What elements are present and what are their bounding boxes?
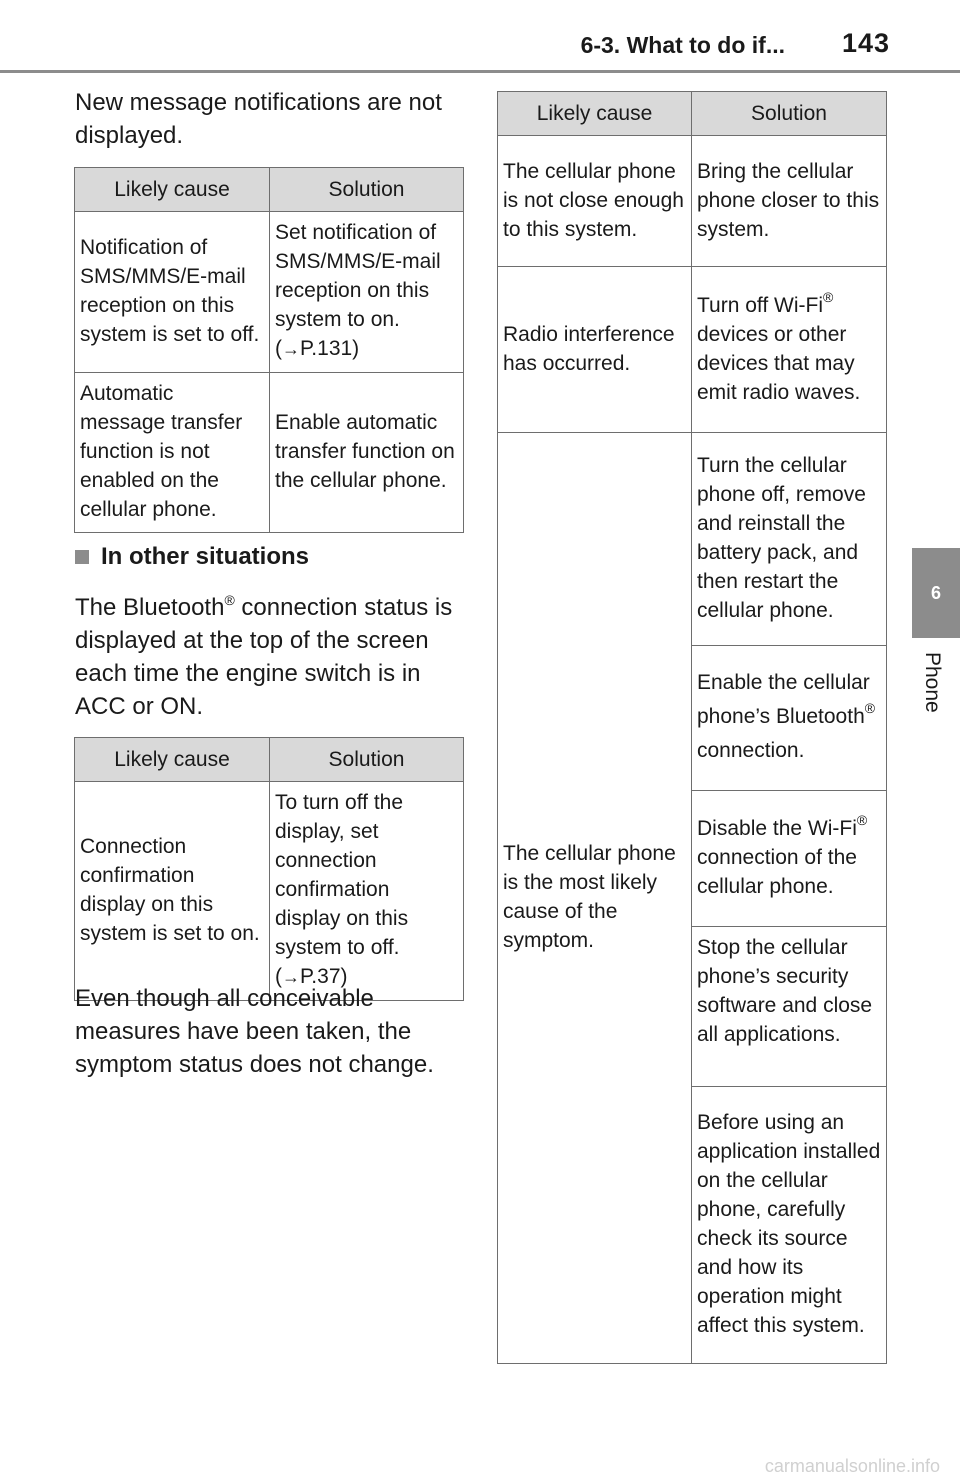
solution-text: Set notification of SMS/MMS/E-mail reception on this system to on. ( — [275, 221, 441, 360]
table-row — [75, 373, 464, 533]
registered-mark: ® — [864, 700, 876, 716]
table-header-row — [75, 168, 464, 212]
registered-mark: ® — [224, 592, 235, 608]
registered-mark: ® — [823, 288, 834, 305]
solution-cell — [692, 646, 887, 791]
solution-text: Disable the Wi-Fi — [697, 817, 857, 840]
symptom-table — [497, 91, 887, 1364]
measures-paragraph: Even though all conceivable measures have been taken, the symptom status does not change. — [75, 985, 434, 1078]
solution-cell: Stop the cellular phone’s security software and close all applications. — [692, 927, 887, 1087]
solution-text: connection. — [697, 739, 805, 762]
table-row — [75, 212, 464, 373]
chapter-label: Phone — [921, 652, 944, 713]
cause-cell: Radio interference has occurred. — [498, 267, 692, 433]
page-number: 143 — [842, 28, 891, 58]
table-row — [498, 267, 887, 433]
page-ref-link[interactable]: P.37) — [300, 965, 348, 988]
solution-text: Turn off Wi-Fi — [697, 293, 824, 317]
solution-text: devices or other devices that may emit radio waves. — [697, 322, 861, 404]
notification-table — [74, 167, 464, 533]
subsection-heading — [75, 543, 309, 571]
column-header: Likely cause — [75, 738, 270, 782]
paragraph-text: The Bluetooth — [75, 594, 225, 621]
solution-cell — [270, 212, 464, 373]
arrow-right-icon: → — [282, 339, 300, 359]
arrow-right-icon: → — [282, 967, 300, 987]
connection-table — [74, 737, 464, 1001]
solution-cell — [692, 267, 887, 433]
header-divider — [0, 70, 960, 73]
cause-cell: Notification of SMS/MMS/E-mail reception on this system is set to off. — [75, 212, 270, 373]
registered-mark: ® — [856, 812, 868, 828]
section-title: 6-3. What to do if... — [580, 32, 785, 58]
cause-cell: Connection confirmation display on this system is set to on. — [75, 782, 270, 1001]
table-header-row — [75, 738, 464, 782]
cause-cell: The cellular phone is not close enough to this system. — [498, 136, 692, 267]
table-row — [75, 782, 464, 1001]
bullet-square-icon — [75, 550, 89, 564]
chapter-number: 6 — [930, 583, 941, 603]
cause-cell: Automatic message transfer function is not enabled on the cellular phone. — [75, 373, 270, 533]
solution-cell — [270, 782, 464, 1001]
watermark-text: carmanualsonline.info — [764, 1456, 940, 1476]
paragraph-text: connection status is displayed at the top of the screen each time the engine switch is in ACC or ON. — [75, 594, 453, 720]
solution-text: Enable the cellular phone’s Bluetooth — [697, 671, 870, 728]
solution-text: connection of the cellular phone. — [697, 846, 857, 898]
column-header: Likely cause — [498, 92, 692, 136]
solution-cell: Bring the cellular phone closer to this system. — [692, 136, 887, 267]
table-row — [498, 433, 887, 646]
solution-cell — [692, 791, 887, 927]
cause-cell: The cellular phone is the most likely cause of the symptom. — [498, 433, 692, 1364]
solution-cell: Turn the cellular phone off, remove and reinstall the battery pack, and then restart the cellular phone. — [692, 433, 887, 646]
column-header: Likely cause — [75, 168, 270, 212]
table-header-row — [498, 92, 887, 136]
column-header: Solution — [692, 92, 887, 136]
intro-paragraph: New message notifications are not displayed. — [75, 89, 442, 149]
table-row — [498, 136, 887, 267]
page-footer — [0, 1440, 960, 1484]
column-header: Solution — [270, 168, 464, 212]
bluetooth-paragraph — [75, 591, 460, 723]
subsection-heading-text: In other situations — [101, 543, 310, 570]
column-header: Solution — [270, 738, 464, 782]
solution-text: To turn off the display, set connection confirmation display on this system to off. ( — [275, 791, 409, 988]
solution-cell: Enable automatic transfer function on the cellular phone. — [270, 373, 464, 533]
solution-cell: Before using an application installed on the cellular phone, carefully check its source and how its operation might affect this system. — [692, 1087, 887, 1364]
page-ref-link[interactable]: P.131) — [300, 337, 360, 360]
